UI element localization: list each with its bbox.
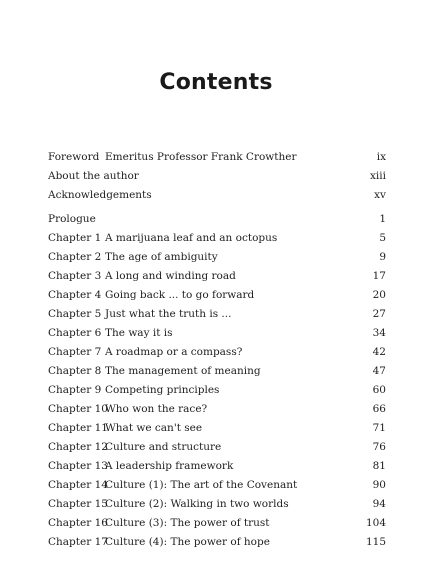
toc-entry-label: Chapter 7	[48, 346, 102, 358]
toc-entry-page-number: 104	[365, 517, 386, 529]
toc-entry-title: Who won the race?	[105, 403, 208, 415]
toc-entry-title: What we can't see	[105, 422, 203, 434]
toc-entry-label: About the author	[48, 170, 139, 182]
toc-entry-label: Acknowledgements	[48, 189, 152, 201]
toc-entry-page-number: ix	[376, 151, 386, 163]
toc-entry-label: Prologue	[48, 213, 96, 225]
toc-entry-title: A marijuana leaf and an octopus	[105, 232, 278, 244]
toc-entry-label: Chapter 2	[48, 251, 102, 263]
toc-entry-label: Chapter 14	[48, 479, 108, 491]
toc-entry-title: Competing principles	[105, 384, 220, 396]
toc-entry-page-number: 94	[372, 498, 386, 510]
toc-entry-page-number: 20	[372, 289, 386, 301]
toc-entry-page-number: 66	[372, 403, 386, 415]
toc-entry-page-number: 71	[372, 422, 386, 434]
toc-entry	[48, 324, 386, 343]
toc-entry-page-number: 9	[379, 251, 386, 263]
toc-entry-label: Chapter 12	[48, 441, 108, 453]
toc-entry-label: Chapter 16	[48, 517, 108, 529]
toc-entry-title: Culture (1): The art of the Covenant	[105, 479, 298, 491]
toc-entry-label: Chapter 5	[48, 308, 102, 320]
toc-entry-page-number: 27	[372, 308, 386, 320]
toc-entry-page-number: 1	[379, 213, 386, 225]
toc-entry-page-number: 5	[379, 232, 386, 244]
toc-entry-page-number: 42	[372, 346, 386, 358]
toc-entry-title: A long and winding road	[105, 270, 236, 282]
toc-entry-title: Culture and structure	[105, 441, 222, 453]
toc-entry	[48, 229, 386, 248]
toc-entry	[48, 343, 386, 362]
toc-entry-title: Just what the truth is ...	[105, 308, 232, 320]
toc-entry-label: Chapter 1	[48, 232, 102, 244]
toc-entry-page-number: 34	[372, 327, 386, 339]
toc-entry-label: Chapter 13	[48, 460, 108, 472]
toc-entry-page-number: 90	[372, 479, 386, 491]
toc-entry-label: Chapter 11	[48, 422, 108, 434]
toc-entry	[48, 267, 386, 286]
toc-entry-page-number: 81	[372, 460, 386, 472]
toc-entry	[48, 533, 386, 552]
toc-entry-label: Chapter 10	[48, 403, 108, 415]
toc-entry	[48, 419, 386, 438]
toc-entry-page-number: 17	[372, 270, 386, 282]
toc-entry	[48, 438, 386, 457]
page-title: Contents	[159, 70, 273, 95]
toc-entry-page-number: 76	[372, 441, 386, 453]
toc-entry-title: A leadership framework	[105, 460, 234, 472]
table-of-contents	[48, 148, 386, 552]
toc-entry-title: A roadmap or a compass?	[105, 346, 243, 358]
toc-entry-label: Chapter 6	[48, 327, 102, 339]
toc-entry-label: Foreword	[48, 151, 100, 163]
toc-entry	[48, 186, 386, 205]
toc-entry-label: Chapter 15	[48, 498, 108, 510]
toc-entry	[48, 286, 386, 305]
toc-entry-title: The age of ambiguity	[105, 251, 218, 263]
toc-entry	[48, 362, 386, 381]
toc-entry-page-number: xiii	[370, 170, 386, 182]
toc-entry-title: Culture (4): The power of hope	[105, 536, 270, 548]
toc-entry	[48, 148, 386, 167]
toc-entry-label: Chapter 9	[48, 384, 102, 396]
toc-entry-title: Culture (3): The power of trust	[105, 517, 270, 529]
toc-entry	[48, 514, 386, 533]
toc-entry	[48, 248, 386, 267]
toc-entry-page-number: 60	[372, 384, 386, 396]
toc-entry-title: Going back ... to go forward	[105, 289, 255, 301]
toc-entry	[48, 457, 386, 476]
toc-entry-title: The management of meaning	[105, 365, 261, 377]
toc-entry-page-number: 115	[365, 536, 386, 548]
toc-entry-label: Chapter 3	[48, 270, 102, 282]
toc-entry	[48, 381, 386, 400]
toc-entry-page-number: 47	[372, 365, 386, 377]
toc-entry	[48, 167, 386, 186]
toc-entry	[48, 476, 386, 495]
toc-entry-title: The way it is	[105, 327, 173, 339]
toc-entry-title: Emeritus Professor Frank Crowther	[105, 151, 297, 163]
toc-entry	[48, 400, 386, 419]
toc-entry-label: Chapter 4	[48, 289, 102, 301]
toc-entry	[48, 210, 386, 229]
toc-entry-label: Chapter 8	[48, 365, 102, 377]
toc-entry-label: Chapter 17	[48, 536, 108, 548]
toc-entry-title: Culture (2): Walking in two worlds	[105, 498, 289, 510]
toc-entry	[48, 495, 386, 514]
toc-entry	[48, 305, 386, 324]
toc-entry-page-number: xv	[374, 189, 386, 201]
